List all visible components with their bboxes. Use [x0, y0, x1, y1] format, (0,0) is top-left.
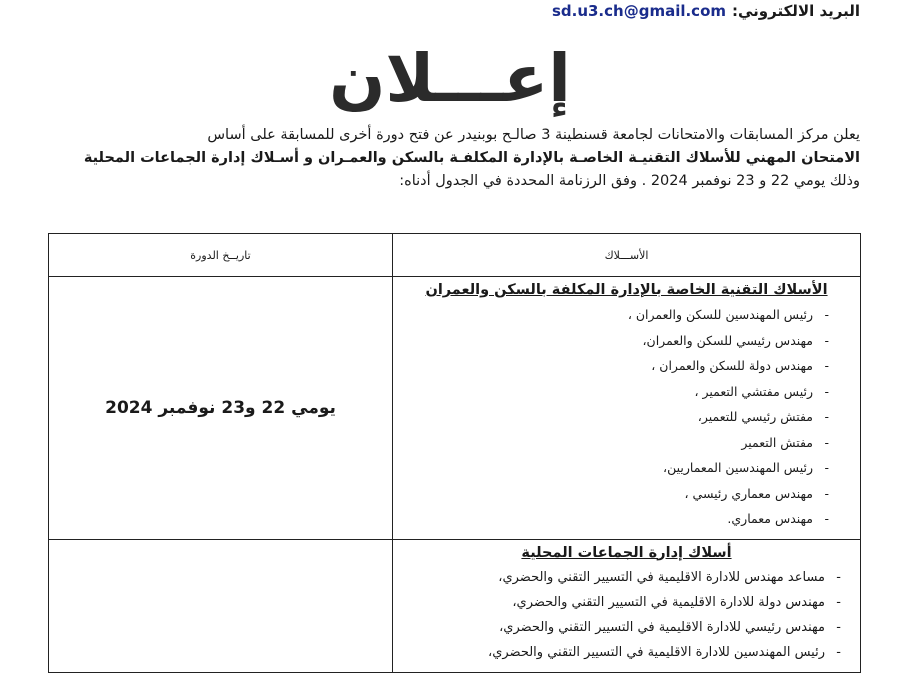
email-address[interactable]: sd.u3.ch@gmail.com	[551, 2, 726, 20]
announcement-title: إعـــلان	[329, 40, 571, 117]
schedule-table	[48, 233, 861, 673]
group-title-housing: الأسلاك التقنية الخاصة بالإدارة المكلفة بالسكن والعمران	[425, 282, 828, 298]
email-line	[552, 0, 860, 22]
header-corps: الأســـلاك	[393, 234, 861, 277]
intro-paragraph	[30, 124, 860, 193]
corps-cell-housing	[393, 277, 861, 540]
group-title-local-gov: أسلاك إدارة الجماعات المحلية	[521, 544, 732, 561]
table-header-row	[49, 234, 861, 277]
list-item: -مهندس معماري رئيسي ،	[684, 485, 829, 501]
list-item: -رئيس المهندسين للادارة الاقليمية في التسيير التقني والحضري،	[488, 644, 841, 660]
intro-line-2: الامتحان المهني للأسلاك التقنيـة الخاصـة بالإدارة المكلفـة بالسكن والعمـران و أسـلاك إدارة الجماعات المحلية	[83, 150, 860, 166]
table-row	[49, 539, 861, 672]
header-date: تاريــخ الدورة	[49, 234, 393, 277]
corps-cell-local-gov	[393, 539, 861, 672]
list-item: -مهندس دولة للسكن والعمران ،	[651, 358, 829, 373]
list-item: -مهندس دولة للادارة الاقليمية في التسيير التقني والحضري،	[512, 594, 841, 610]
intro-line-1: يعلن مركز المسابقات والامتحانات لجامعة قسنطينة 3 صالـح بوبنيدر عن فتح دورة أخرى للمسابقة على أساس	[207, 127, 860, 143]
list-item: -مهندس معماري.	[727, 511, 829, 526]
list-item: -رئيس المهندسين المعماريين،	[663, 460, 829, 475]
list-item: -مهندس رئيسي للسكن والعمران،	[642, 332, 829, 348]
list-item: -رئيس مفتشي التعمير ،	[694, 383, 829, 399]
list-item: -رئيس المهندسين للسكن والعمران ،	[627, 307, 829, 322]
list-item: -مساعد مهندس للادارة الاقليمية في التسيير التقني والحضري،	[498, 569, 841, 585]
email-label: البريد الالكتروني:	[732, 2, 860, 20]
intro-line-3: وذلك يومي 22 و 23 نوفمبر 2024 . وفق الرزنامة المحددة في الجدول أدناه:	[399, 173, 860, 189]
date-cell-housing: يومي 22 و23 نوفمبر 2024	[49, 277, 393, 540]
list-item: -مفتش التعمير	[741, 434, 829, 450]
table-row	[49, 277, 861, 540]
date-cell-local-gov	[49, 539, 393, 672]
rank-list-local-gov	[394, 565, 859, 671]
list-item: -مفتش رئيسي للتعمير،	[697, 409, 829, 424]
list-item: -مهندس رئيسي للادارة الاقليمية في التسيير التقني والحضري،	[499, 619, 841, 635]
rank-list-housing	[394, 302, 859, 538]
